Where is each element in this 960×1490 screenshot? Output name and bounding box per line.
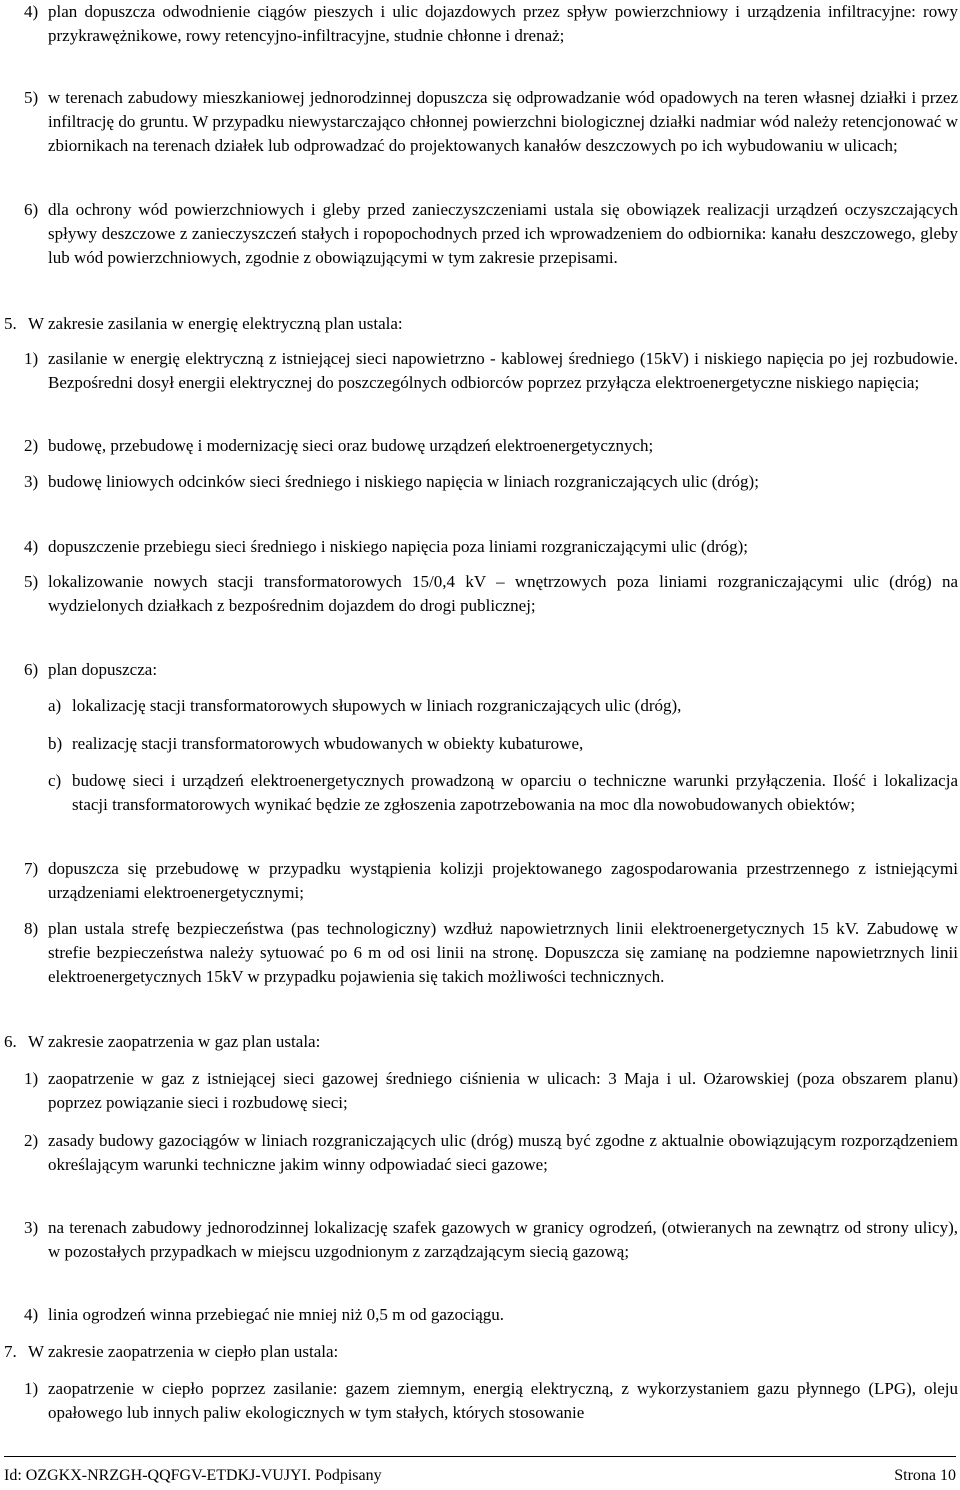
page-number: Strona 10 — [894, 1467, 956, 1484]
section-number: 5. — [4, 314, 17, 333]
sub-list-item — [48, 694, 958, 718]
item-text: lokalizację stacji transformatorowych słupowych w liniach rozgraniczających ulic (dróg), — [72, 696, 682, 715]
list-item — [24, 570, 958, 618]
item-text: dla ochrony wód powierzchniowych i gleby przed zanieczyszczeniami ustala się obowiązek realizacji urządzeń oczyszczających spływy deszczowe z zanieczyszczeń stałych i ropopochodnych przed ich wprowadzeniem do odbiornika: kanału deszczowego, gleby lub wód powierzchniowych, zgodnie z obowiązującymi w tym zakresie przepisami. — [48, 200, 958, 267]
section-title: W zakresie zaopatrzenia w ciepło plan ustala: — [28, 1342, 339, 1361]
list-item — [24, 1129, 958, 1177]
item-number: 6) — [24, 200, 39, 219]
item-number: 4) — [24, 2, 39, 21]
section-number: 7. — [4, 1342, 17, 1361]
list-item — [24, 658, 958, 682]
section-heading — [4, 312, 934, 336]
item-number: 2) — [24, 1131, 39, 1150]
list-item — [24, 857, 958, 905]
item-text: linia ogrodzeń winna przebiegać nie mniej niż 0,5 m od gazociągu. — [48, 1305, 505, 1324]
section-heading — [4, 1340, 934, 1364]
sub-list-item — [48, 732, 958, 756]
list-item — [24, 198, 958, 270]
item-text: budowę liniowych odcinków sieci średniego i niskiego napięcia w liniach rozgraniczających ulic (dróg); — [48, 472, 759, 491]
item-text: budowę sieci i urządzeń elektroenergetycznych prowadzoną w oparciu o techniczne warunki przyłączenia. Ilość i lokalizacja stacji transformatorowych wynikać będzie ze zgłoszenia zapotrzebowania na moc dla nowobudowanych obiektów; — [72, 771, 958, 814]
item-number: 5) — [24, 572, 39, 591]
item-number: 4) — [24, 537, 39, 556]
sub-item-letter: c) — [48, 771, 62, 790]
section-number: 6. — [4, 1032, 17, 1051]
list-item — [24, 917, 958, 989]
item-text: dopuszczenie przebiegu sieci średniego i niskiego napięcia poza liniami rozgraniczającymi ulic (dróg); — [48, 537, 749, 556]
item-text: zasilanie w energię elektryczną z istniejącej sieci napowietrzno - kablowej średniego (15kV) i niskiego napięcia po jej rozbudowie. Bezpośredni dosył energii elektrycznej do poszczególnych odbiorców poprzez przyłącza elektroenergetyczne niskiego napięcia; — [48, 349, 958, 392]
document-id: Id: OZGKX-NRZGH-QQFGV-ETDKJ-VUJYI. Podpisany — [4, 1467, 382, 1484]
item-text: zaopatrzenie w ciepło poprzez zasilanie: gazem ziemnym, energią elektryczną, z wykorzystaniem gazu płynnego (LPG), oleju opałowego lub innych paliw ekologicznych w tym stałych, których stosowanie — [48, 1379, 958, 1422]
item-number: 7) — [24, 859, 39, 878]
sub-list-item — [48, 769, 958, 817]
item-number: 3) — [24, 1218, 39, 1237]
list-item — [24, 86, 958, 158]
item-text: realizację stacji transformatorowych wbudowanych w obiekty kubaturowe, — [72, 734, 584, 753]
item-text: zasady budowy gazociągów w liniach rozgraniczających ulic (dróg) muszą być zgodne z aktualnie obowiązującym rozporządzeniem określającym warunki techniczne jakim winny odpowiadać sieci gazowe; — [48, 1131, 958, 1174]
item-number: 1) — [24, 349, 39, 368]
item-text: budowę, przebudowę i modernizację sieci oraz budowę urządzeń elektroenergetycznych; — [48, 436, 654, 455]
item-number: 4) — [24, 1305, 39, 1324]
item-text: na terenach zabudowy jednorodzinnej lokalizację szafek gazowych w granicy ogrodzeń, (otwieranych na zewnątrz od strony ulicy), w pozostałych przypadkach w miejscu uzgodnionym z zarządzającym siecią gazową; — [48, 1218, 958, 1261]
item-text: w terenach zabudowy mieszkaniowej jednorodzinnej dopuszcza się odprowadzanie wód opadowych na teren własnej działki i przez infiltrację do gruntu. W przypadku niewystarczająco chłonnej powierzchni biologicznej działki nadmiar wód należy retencjonować w zbiornikach na terenach działek lub odprowadzać do projektowanych kanałów deszczowych po ich wybudowaniu w ulicach; — [48, 88, 958, 155]
sub-item-letter: b) — [48, 734, 63, 753]
item-number: 5) — [24, 88, 39, 107]
item-number: 6) — [24, 660, 39, 679]
item-text: zaopatrzenie w gaz z istniejącej sieci gazowej średniego ciśnienia w ulicach: 3 Maja i ul. Ożarowskiej (poza obszarem planu) poprzez powiązanie sieci i rozbudowę sieci; — [48, 1069, 958, 1112]
list-item — [24, 1377, 958, 1425]
list-item — [24, 535, 958, 559]
item-text: plan ustala strefę bezpieczeństwa (pas technologiczny) wzdłuż napowietrznych linii elektroenergetycznych 15 kV. Zabudowę w strefie bezpieczeństwa należy sytuować po 6 m od osi linii na stronę. Dopuszcza się zamianę na podziemne napowietrznych linii elektroenergetycznych 15kV w przypadku pojawienia się takich możliwości technicznych. — [48, 919, 958, 986]
list-item — [24, 1303, 958, 1327]
footer-divider — [4, 1456, 956, 1457]
list-item — [24, 1216, 958, 1264]
item-number: 1) — [24, 1069, 39, 1088]
sub-item-letter: a) — [48, 696, 62, 715]
item-number: 2) — [24, 436, 39, 455]
item-number: 3) — [24, 472, 39, 491]
item-number: 1) — [24, 1379, 39, 1398]
list-item — [24, 1067, 958, 1115]
list-item — [24, 434, 958, 458]
section-title: W zakresie zaopatrzenia w gaz plan ustala: — [28, 1032, 321, 1051]
list-item — [24, 470, 958, 494]
section-title: W zakresie zasilania w energię elektryczną plan ustala: — [28, 314, 403, 333]
list-item — [24, 347, 958, 395]
item-text: lokalizowanie nowych stacji transformatorowych 15/0,4 kV – wnętrzowych poza liniami rozgraniczającymi ulic (dróg) na wydzielonych działkach z bezpośrednim dojazdem do drogi publicznej; — [48, 572, 958, 615]
section-heading — [4, 1030, 934, 1054]
item-text: plan dopuszcza: — [48, 660, 158, 679]
list-item — [24, 0, 958, 48]
item-text: dopuszcza się przebudowę w przypadku wystąpienia kolizji projektowanego zagospodarowania przestrzennego z istniejącymi urządzeniami elektroenergetycznymi; — [48, 859, 958, 902]
item-text: plan dopuszcza odwodnienie ciągów pieszych i ulic dojazdowych przez spływ powierzchniowy i urządzenia infiltracyjne: rowy przykrawężnikowe, rowy retencyjno-infiltracyjne, studnie chłonne i drenaż; — [48, 2, 958, 45]
item-number: 8) — [24, 919, 39, 938]
